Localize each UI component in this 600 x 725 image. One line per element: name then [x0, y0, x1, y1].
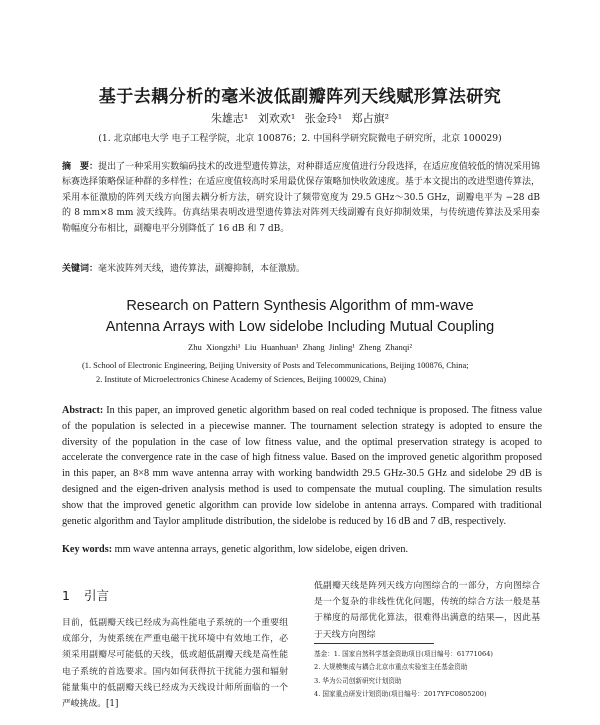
english-affiliation-2: 2. Institute of Microelectronics Chinese Academy of Sciences, Beijing 100029, China)	[96, 374, 387, 384]
english-authors: Zhu Xiongzhi¹ Liu Huanhuan¹ Zhang Jinling¹ Zheng Zhanqi²	[187, 342, 413, 352]
english-keywords	[62, 542, 542, 557]
chinese-abstract-label: 摘 要：	[62, 162, 99, 172]
english-title	[0, 296, 600, 338]
chinese-keywords-text: 毫米波阵列天线，遗传算法，副瓣抑制，本征激励。	[98, 264, 306, 274]
english-abstract-text: In this paper, an improved genetic algorithm based on real coded technique is proposed. The fitness value of the population is selected in a piecewise manner. The tournament selection strategy is adopted to ensure the diversity of the population in the case of low fitness value, and the optimal preservation strategy is acoped to accelerate the convergence rate in the case of high fitness value. Based on the improved genetic algorithm proposed in this paper, an 8×8 mm wave antenna array with working bandwidth 29.5 GHz-30.5 GHz and sidelobe 29 dB is designed and the eigen-driven analysis method is used to compensate the mutual coupling. The simulation results show that the improved genetic algorithm can provide low sidelobe in antenna arrays. Compared with traditional genetic algorithm and Taylor amplitude distribution, the sidelobe is reduced by 16 dB and 7 dB, respectively.	[62, 405, 543, 527]
chinese-keywords	[62, 262, 540, 277]
footnote-item: 2. 大规模集成与耦合北京市重点实验室主任基金资助	[314, 663, 468, 672]
chinese-authors: 朱雄志¹ 刘欢欢¹ 张金玲¹ 郑占旗²	[210, 112, 390, 125]
english-abstract	[62, 403, 542, 529]
chinese-abstract	[62, 160, 540, 237]
footnote-item: 4. 国家重点研发计划资助(项目编号：2017YFC0805200)	[314, 690, 487, 699]
footnote-divider	[314, 643, 434, 644]
section-number: 1	[62, 588, 70, 603]
english-title-line-2: Antenna Arrays with Low sidelobe Including Mutual Coupling	[105, 319, 495, 335]
section-title: 引言	[84, 588, 110, 603]
english-affiliations	[82, 359, 552, 386]
english-keywords-label: Key words:	[62, 544, 113, 555]
chinese-keywords-label: 关键词：	[62, 264, 99, 274]
footnotes	[314, 648, 554, 702]
chinese-title: 基于去耦分析的毫米波低副瓣阵列天线赋形算法研究	[98, 87, 502, 107]
footnote-item: 3. 华为公司创新研究计划资助	[314, 676, 402, 685]
section-heading	[62, 586, 282, 604]
english-keywords-text: mm wave antenna arrays, genetic algorithm, low sidelobe, eigen driven.	[114, 544, 408, 555]
english-affiliation-1: (1. School of Electronic Engineering, Beijing University of Posts and Telecommunications, Beijing 100876, China;	[82, 361, 469, 370]
footnote-item: 基金：1. 国家自然科学基金资助项目(项目编号：61771064)	[314, 650, 493, 658]
english-title-line-1: Research on Pattern Synthesis Algorithm of mm-wave	[126, 298, 474, 314]
introduction-paragraph: 目前，低副瓣天线已经成为高性能电子系统的一个重要组成部分，为使系统在严重电磁干扰环境中有效地工作，必须采用副瓣尽可能低的天线，低或超低副瓣天线是高性能电子系统的首选要求。国内如何获得抗干扰能力强和辐射能量集中的低副瓣天线已经成为天线设计师所面临的一个严峻挑战。[1]	[62, 618, 288, 710]
chinese-affiliations: (1. 北京邮电大学 电子工程学院，北京 100876；2. 中国科学研究院微电子研究所，北京 100029)	[98, 133, 502, 144]
chinese-abstract-text: 提出了一种采用实数编码技术的改进型遗传算法，对种群适应度值进行分段选择，在适应度值较低的情况采用锦标赛选择策略保证种群的多样性；在适应度值较高时采用最优保存策略加快收敛速度。基于本文提出的改进型遗传算法，采用本征激励的阵列天线方向图去耦分析方法，研究设计了频带宽度为 29.5 GHz～30.5 GHz，副瓣电平为 −28 dB 的 8 mm×8 mm 波天线阵。仿真结果表明改进型遗传算法对阵列天线副瓣有良好抑制效果，与传统遗传算法及采用泰勒幅度分布相比，副瓣电平分别降低了 16 dB 和 7 dB。	[62, 162, 540, 234]
english-abstract-label: Abstract:	[62, 405, 104, 416]
right-column-paragraph: 低副瓣天线是阵列天线方向图综合的一部分，方向图综合是一个复杂的非线性优化问题，传统的综合方法一般是基于梯度的局部优化算法，很难得出满意的结果—，因此基于天线方向图综	[314, 581, 540, 640]
